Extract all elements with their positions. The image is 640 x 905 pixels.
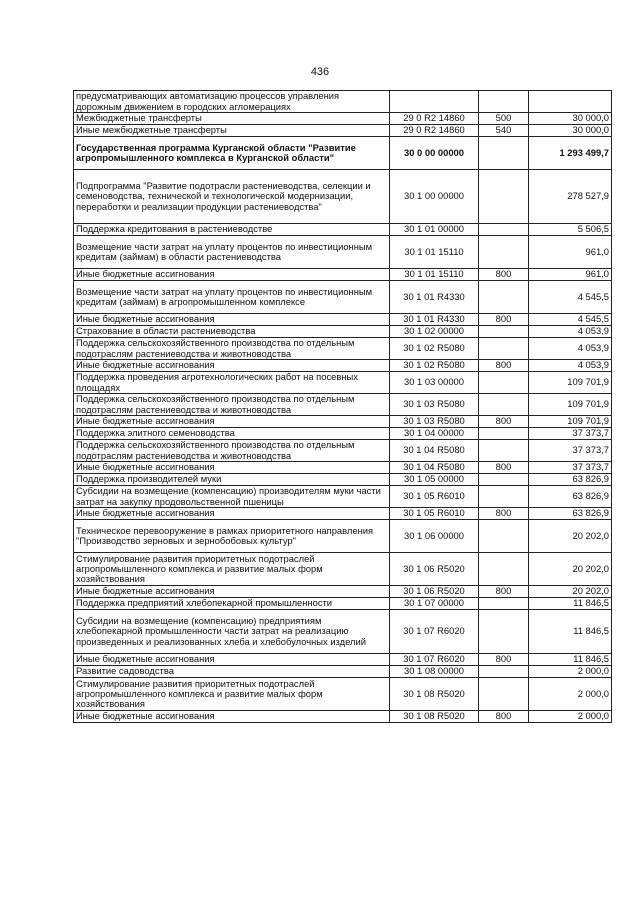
row-code-cell: 30 1 05 R6010 bbox=[390, 486, 479, 508]
row-sum-cell: 2 000,0 bbox=[529, 711, 612, 723]
row-code-cell: 30 1 08 00000 bbox=[390, 666, 479, 678]
row-code-cell bbox=[390, 91, 479, 113]
row-sum-cell: 63 826,9 bbox=[529, 508, 612, 520]
table-row bbox=[74, 654, 612, 666]
row-code-cell: 30 1 01 15110 bbox=[390, 269, 479, 281]
row-code-cell: 30 1 06 00000 bbox=[390, 520, 479, 553]
table-row bbox=[74, 586, 612, 598]
row-name-cell: Поддержка элитного семеноводства bbox=[74, 428, 390, 440]
table-row bbox=[74, 113, 612, 125]
table-row bbox=[74, 360, 612, 372]
row-code-cell: 30 1 00 00000 bbox=[390, 170, 479, 224]
table-row bbox=[74, 372, 612, 394]
row-name-cell: Поддержка предприятий хлебопекарной промышленности bbox=[74, 598, 390, 610]
row-expense-type-cell: 500 bbox=[479, 113, 529, 125]
table-row bbox=[74, 474, 612, 486]
table-row bbox=[74, 428, 612, 440]
row-sum-cell: 11 846,5 bbox=[529, 654, 612, 666]
row-name-cell: предусматривающих автоматизацию процессов управления дорожным движением в городских агломерациях bbox=[74, 91, 390, 113]
row-code-cell: 30 1 03 R5080 bbox=[390, 416, 479, 428]
row-expense-type-cell bbox=[479, 224, 529, 236]
row-code-cell: 29 0 R2 14860 bbox=[390, 113, 479, 125]
row-expense-type-cell bbox=[479, 428, 529, 440]
row-name-cell: Иные межбюджетные трансферты bbox=[74, 125, 390, 137]
row-code-cell: 30 1 02 R5080 bbox=[390, 360, 479, 372]
table-row bbox=[74, 137, 612, 170]
table-row bbox=[74, 326, 612, 338]
row-name-cell: Иные бюджетные ассигнования bbox=[74, 314, 390, 326]
table-row bbox=[74, 440, 612, 462]
row-expense-type-cell: 800 bbox=[479, 269, 529, 281]
row-code-cell: 30 1 08 R5020 bbox=[390, 711, 479, 723]
row-sum-cell: 961,0 bbox=[529, 236, 612, 269]
row-name-cell: Межбюджетные трансферты bbox=[74, 113, 390, 125]
row-name-cell: Государственная программа Курганской области "Развитие агропромышленного комплекса в Курганской области" bbox=[74, 137, 390, 170]
row-sum-cell: 278 527,9 bbox=[529, 170, 612, 224]
row-sum-cell: 11 846,5 bbox=[529, 598, 612, 610]
row-code-cell: 30 1 06 R5020 bbox=[390, 553, 479, 586]
row-sum-cell: 4 545,5 bbox=[529, 281, 612, 314]
row-name-cell: Поддержка сельскохозяйственного производства по отдельным подотраслям растениеводства и животноводства bbox=[74, 338, 390, 360]
row-code-cell: 30 1 04 R5080 bbox=[390, 462, 479, 474]
row-expense-type-cell: 800 bbox=[479, 360, 529, 372]
row-code-cell: 30 1 01 00000 bbox=[390, 224, 479, 236]
row-sum-cell: 63 826,9 bbox=[529, 486, 612, 508]
row-expense-type-cell: 800 bbox=[479, 711, 529, 723]
table-row bbox=[74, 508, 612, 520]
row-name-cell: Иные бюджетные ассигнования bbox=[74, 416, 390, 428]
row-expense-type-cell bbox=[479, 598, 529, 610]
row-sum-cell: 961,0 bbox=[529, 269, 612, 281]
row-code-cell: 30 1 06 R5020 bbox=[390, 586, 479, 598]
row-expense-type-cell bbox=[479, 91, 529, 113]
row-name-cell: Техническое перевооружение в рамках приоритетного направления "Производство зерновых и зернобобовых культур" bbox=[74, 520, 390, 553]
row-expense-type-cell bbox=[479, 553, 529, 586]
row-code-cell: 30 1 03 R5080 bbox=[390, 394, 479, 416]
row-code-cell: 30 1 08 R5020 bbox=[390, 678, 479, 711]
page-number: 436 bbox=[310, 66, 330, 78]
row-expense-type-cell: 800 bbox=[479, 586, 529, 598]
table-row bbox=[74, 236, 612, 269]
table-row bbox=[74, 486, 612, 508]
table-row bbox=[74, 269, 612, 281]
row-name-cell: Иные бюджетные ассигнования bbox=[74, 360, 390, 372]
row-expense-type-cell bbox=[479, 440, 529, 462]
row-sum-cell: 37 373,7 bbox=[529, 462, 612, 474]
row-expense-type-cell: 800 bbox=[479, 416, 529, 428]
budget-table bbox=[73, 90, 612, 723]
table-row bbox=[74, 314, 612, 326]
table-row bbox=[74, 224, 612, 236]
row-sum-cell: 109 701,9 bbox=[529, 416, 612, 428]
row-name-cell: Стимулирование развития приоритетных подотраслей агропромышленного комплекса и развитие малых форм хозяйствования bbox=[74, 553, 390, 586]
row-expense-type-cell bbox=[479, 137, 529, 170]
row-code-cell: 30 1 07 R6020 bbox=[390, 654, 479, 666]
row-sum-cell: 63 826,9 bbox=[529, 474, 612, 486]
row-code-cell: 30 1 01 R4330 bbox=[390, 281, 479, 314]
row-name-cell: Поддержка сельскохозяйственного производства по отдельным подотраслям растениеводства и животноводства bbox=[74, 394, 390, 416]
row-sum-cell: 5 506,5 bbox=[529, 224, 612, 236]
row-sum-cell: 20 202,0 bbox=[529, 586, 612, 598]
row-code-cell: 30 1 03 00000 bbox=[390, 372, 479, 394]
table-row bbox=[74, 394, 612, 416]
row-sum-cell: 1 293 499,7 bbox=[529, 137, 612, 170]
row-code-cell: 29 0 R2 14860 bbox=[390, 125, 479, 137]
row-sum-cell: 109 701,9 bbox=[529, 394, 612, 416]
row-expense-type-cell: 800 bbox=[479, 654, 529, 666]
table-row bbox=[74, 553, 612, 586]
row-sum-cell: 2 000,0 bbox=[529, 678, 612, 711]
row-expense-type-cell bbox=[479, 236, 529, 269]
row-sum-cell: 4 053,9 bbox=[529, 326, 612, 338]
row-expense-type-cell bbox=[479, 666, 529, 678]
table-row bbox=[74, 598, 612, 610]
row-name-cell: Поддержка производителей муки bbox=[74, 474, 390, 486]
row-code-cell: 30 1 05 00000 bbox=[390, 474, 479, 486]
row-sum-cell: 20 202,0 bbox=[529, 520, 612, 553]
row-sum-cell: 30 000,0 bbox=[529, 113, 612, 125]
row-name-cell: Субсидии на возмещение (компенсацию) производителям муки части затрат на закупку продовольственной пшеницы bbox=[74, 486, 390, 508]
table-row bbox=[74, 281, 612, 314]
row-sum-cell: 4 053,9 bbox=[529, 338, 612, 360]
row-name-cell: Иные бюджетные ассигнования bbox=[74, 711, 390, 723]
row-name-cell: Иные бюджетные ассигнования bbox=[74, 586, 390, 598]
row-code-cell: 30 1 05 R6010 bbox=[390, 508, 479, 520]
row-expense-type-cell bbox=[479, 610, 529, 654]
row-name-cell: Поддержка кредитования в растениеводстве bbox=[74, 224, 390, 236]
row-expense-type-cell bbox=[479, 394, 529, 416]
row-sum-cell bbox=[529, 91, 612, 113]
table-row bbox=[74, 678, 612, 711]
row-sum-cell: 30 000,0 bbox=[529, 125, 612, 137]
row-sum-cell: 4 545,5 bbox=[529, 314, 612, 326]
row-name-cell: Развитие садоводства bbox=[74, 666, 390, 678]
row-code-cell: 30 1 01 R4330 bbox=[390, 314, 479, 326]
row-name-cell: Возмещение части затрат на уплату процентов по инвестиционным кредитам (займам) в области растениеводства bbox=[74, 236, 390, 269]
row-expense-type-cell bbox=[479, 338, 529, 360]
row-name-cell: Возмещение части затрат на уплату процентов по инвестиционным кредитам (займам) в агропромышленном комплексе bbox=[74, 281, 390, 314]
table-row bbox=[74, 125, 612, 137]
budget-table-body bbox=[74, 91, 612, 723]
table-row bbox=[74, 416, 612, 428]
row-sum-cell: 37 373,7 bbox=[529, 440, 612, 462]
table-row bbox=[74, 91, 612, 113]
row-name-cell: Страхование в области растениеводства bbox=[74, 326, 390, 338]
table-row bbox=[74, 520, 612, 553]
row-code-cell: 30 1 01 15110 bbox=[390, 236, 479, 269]
row-name-cell: Поддержка проведения агротехнологических работ на посевных площадях bbox=[74, 372, 390, 394]
row-sum-cell: 11 846,5 bbox=[529, 610, 612, 654]
row-expense-type-cell bbox=[479, 281, 529, 314]
row-code-cell: 30 1 04 00000 bbox=[390, 428, 479, 440]
row-code-cell: 30 1 02 00000 bbox=[390, 326, 479, 338]
row-expense-type-cell: 540 bbox=[479, 125, 529, 137]
table-row bbox=[74, 338, 612, 360]
row-code-cell: 30 1 07 00000 bbox=[390, 598, 479, 610]
row-expense-type-cell bbox=[479, 170, 529, 224]
row-name-cell: Иные бюджетные ассигнования bbox=[74, 654, 390, 666]
row-name-cell: Поддержка сельскохозяйственного производства по отдельным подотраслям растениеводства и животноводства bbox=[74, 440, 390, 462]
row-name-cell: Иные бюджетные ассигнования bbox=[74, 508, 390, 520]
table-row bbox=[74, 666, 612, 678]
row-expense-type-cell bbox=[479, 520, 529, 553]
row-code-cell: 30 0 00 00000 bbox=[390, 137, 479, 170]
row-name-cell: Иные бюджетные ассигнования bbox=[74, 462, 390, 474]
table-row bbox=[74, 711, 612, 723]
row-name-cell: Субсидии на возмещение (компенсацию) предприятиям хлебопекарной промышленности части затрат на реализацию произведенных и реализованных хлеба и хлебобулочных изделий bbox=[74, 610, 390, 654]
row-code-cell: 30 1 02 R5080 bbox=[390, 338, 479, 360]
row-expense-type-cell: 800 bbox=[479, 508, 529, 520]
row-sum-cell: 20 202,0 bbox=[529, 553, 612, 586]
row-expense-type-cell: 800 bbox=[479, 314, 529, 326]
row-code-cell: 30 1 07 R6020 bbox=[390, 610, 479, 654]
row-expense-type-cell bbox=[479, 474, 529, 486]
row-expense-type-cell: 800 bbox=[479, 462, 529, 474]
row-expense-type-cell bbox=[479, 326, 529, 338]
table-row bbox=[74, 462, 612, 474]
row-sum-cell: 4 053,9 bbox=[529, 360, 612, 372]
row-expense-type-cell bbox=[479, 486, 529, 508]
row-expense-type-cell bbox=[479, 678, 529, 711]
row-sum-cell: 37 373,7 bbox=[529, 428, 612, 440]
row-expense-type-cell bbox=[479, 372, 529, 394]
row-code-cell: 30 1 04 R5080 bbox=[390, 440, 479, 462]
row-sum-cell: 2 000,0 bbox=[529, 666, 612, 678]
table-row bbox=[74, 170, 612, 224]
table-row bbox=[74, 610, 612, 654]
row-name-cell: Иные бюджетные ассигнования bbox=[74, 269, 390, 281]
row-name-cell: Подпрограмма "Развитие подотрасли растениеводства, селекции и семеноводства, технической и технологической модернизации, переработки и реализации продукции растениеводства" bbox=[74, 170, 390, 224]
row-name-cell: Стимулирование развития приоритетных подотраслей агропромышленного комплекса и развитие малых форм хозяйствования bbox=[74, 678, 390, 711]
row-sum-cell: 109 701,9 bbox=[529, 372, 612, 394]
